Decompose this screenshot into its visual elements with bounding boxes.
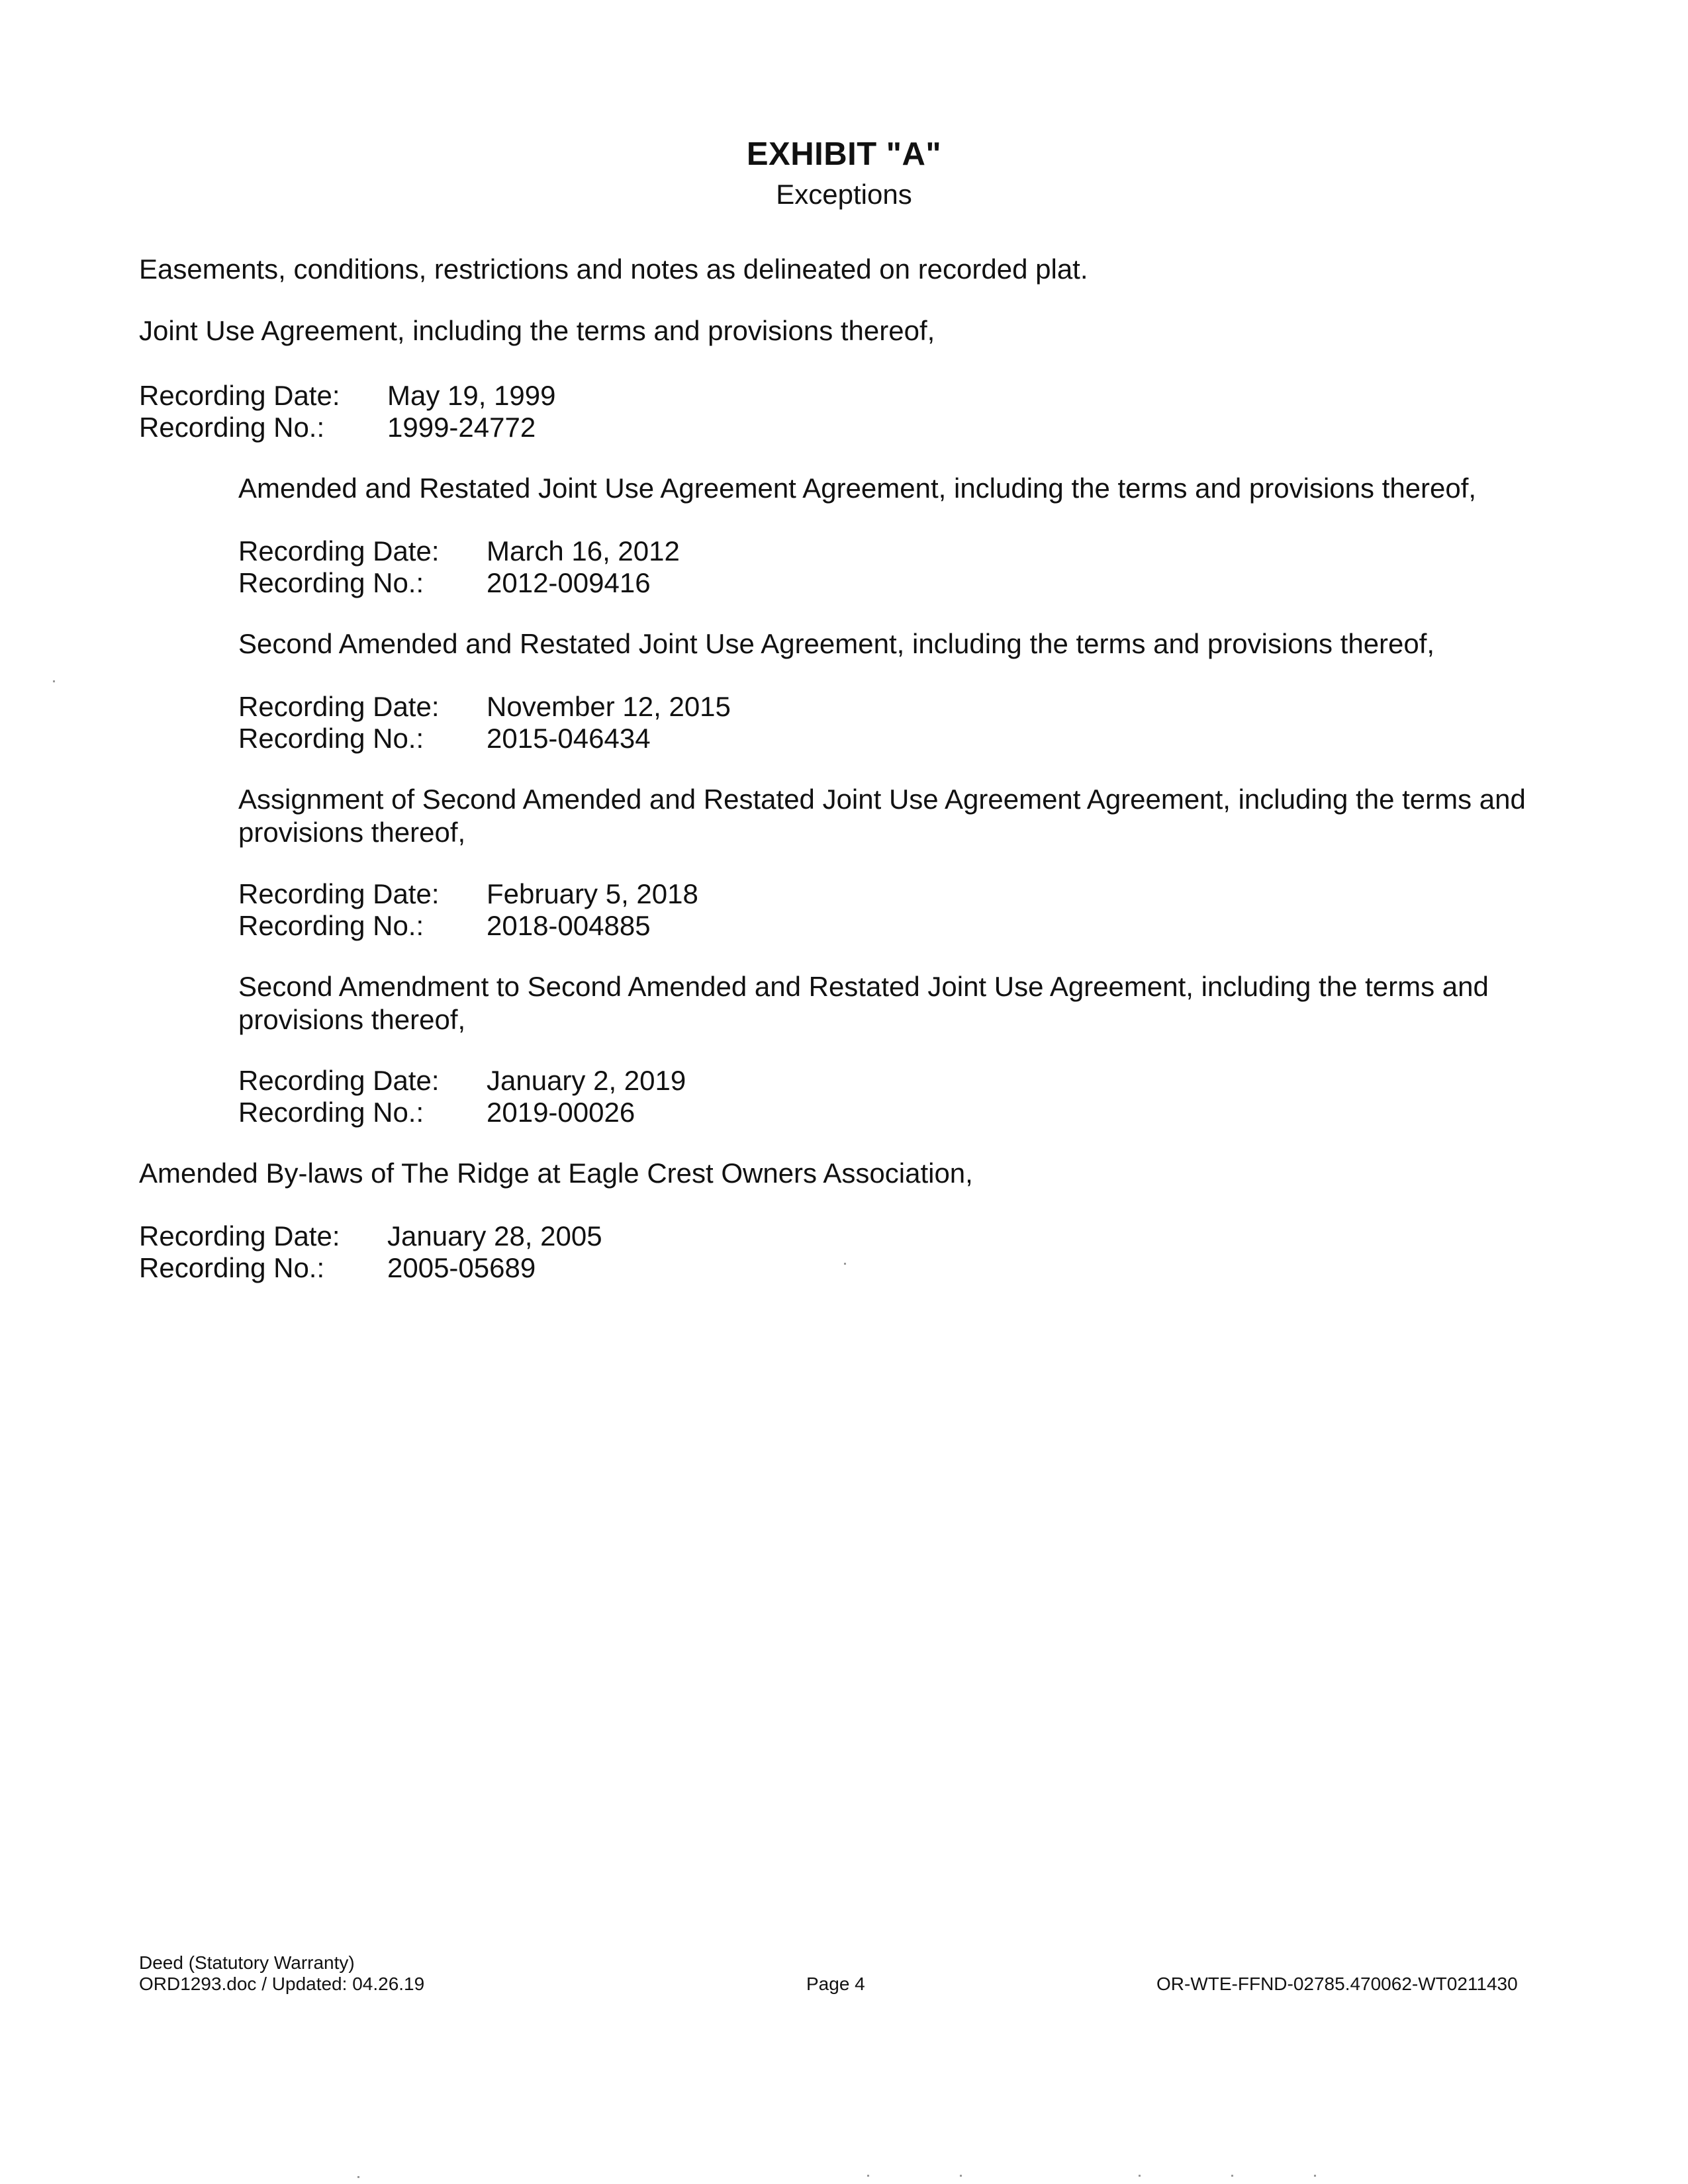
recording-no-label: Recording No.: <box>139 1252 325 1283</box>
recording-block-1 <box>139 380 556 443</box>
scan-speck <box>53 680 55 682</box>
recording-block-6 <box>139 1220 602 1284</box>
recording-no-value: 2005-05689 <box>387 1252 536 1283</box>
recording-block-4 <box>238 878 698 942</box>
recording-date-value: January 28, 2005 <box>387 1220 602 1251</box>
exception-joint-use-agreement: Joint Use Agreement, including the terms and provisions thereof, <box>139 315 935 346</box>
recording-date-value: November 12, 2015 <box>487 691 731 722</box>
exception-easements: Easements, conditions, restrictions and notes as delineated on recorded plat. <box>139 253 1088 285</box>
recording-date-label: Recording Date: <box>238 691 440 722</box>
recording-date-label: Recording Date: <box>139 1220 340 1251</box>
recording-block-2 <box>238 535 680 599</box>
recording-date-label: Recording Date: <box>238 1065 440 1096</box>
exception-assignment: Assignment of Second Amended and Restated Joint Use Agreement Agreement, including the terms and provisions thereof, <box>238 784 1526 848</box>
recording-no-label: Recording No.: <box>238 1097 424 1128</box>
footer-doc-file: ORD1293.doc / Updated: 04.26.19 <box>139 1974 425 1994</box>
recording-date-value: January 2, 2019 <box>487 1065 686 1096</box>
recording-date-value: February 5, 2018 <box>487 878 698 909</box>
recording-no-value: 2012-009416 <box>487 567 651 598</box>
recording-date-label: Recording Date: <box>238 878 440 909</box>
exception-amended-restated: Amended and Restated Joint Use Agreement Agreement, including the terms and provisions thereof, <box>238 473 1477 504</box>
footer-left <box>139 1952 424 1995</box>
recording-date-value: March 16, 2012 <box>487 535 680 567</box>
scan-speck <box>867 2175 869 2177</box>
exception-second-amendment: Second Amendment to Second Amended and Restated Joint Use Agreement, including the terms and provisions thereof, <box>238 971 1489 1035</box>
recording-no-label: Recording No.: <box>238 910 424 941</box>
footer-page-number: Page 4 <box>806 1974 865 1994</box>
scan-speck <box>1139 2175 1141 2177</box>
scan-speck <box>960 2175 962 2177</box>
scan-speck <box>1314 2175 1316 2177</box>
exhibit-title: EXHIBIT "A" <box>746 136 942 172</box>
scan-speck <box>357 2176 359 2178</box>
recording-no-label: Recording No.: <box>238 723 424 754</box>
exhibit-subtitle: Exceptions <box>776 179 912 210</box>
recording-no-value: 2019-00026 <box>487 1097 635 1128</box>
footer-doc-type: Deed (Statutory Warranty) <box>139 1952 355 1973</box>
recording-block-3 <box>238 691 731 754</box>
recording-no-label: Recording No.: <box>139 412 325 443</box>
scan-speck <box>844 1263 846 1265</box>
recording-no-value: 1999-24772 <box>387 412 536 443</box>
recording-no-label: Recording No.: <box>238 567 424 598</box>
recording-no-value: 2018-004885 <box>487 910 651 941</box>
recording-date-value: May 19, 1999 <box>387 380 556 411</box>
scan-speck <box>1231 2175 1233 2177</box>
recording-date-label: Recording Date: <box>238 535 440 567</box>
recording-block-5 <box>238 1065 686 1128</box>
footer-reference: OR-WTE-FFND-02785.470062-WT0211430 <box>1156 1974 1518 1994</box>
recording-date-label: Recording Date: <box>139 380 340 411</box>
exception-amended-bylaws: Amended By-laws of The Ridge at Eagle Crest Owners Association, <box>139 1158 973 1189</box>
recording-no-value: 2015-046434 <box>487 723 651 754</box>
exception-second-amended: Second Amended and Restated Joint Use Agreement, including the terms and provisions thereof, <box>238 628 1435 659</box>
